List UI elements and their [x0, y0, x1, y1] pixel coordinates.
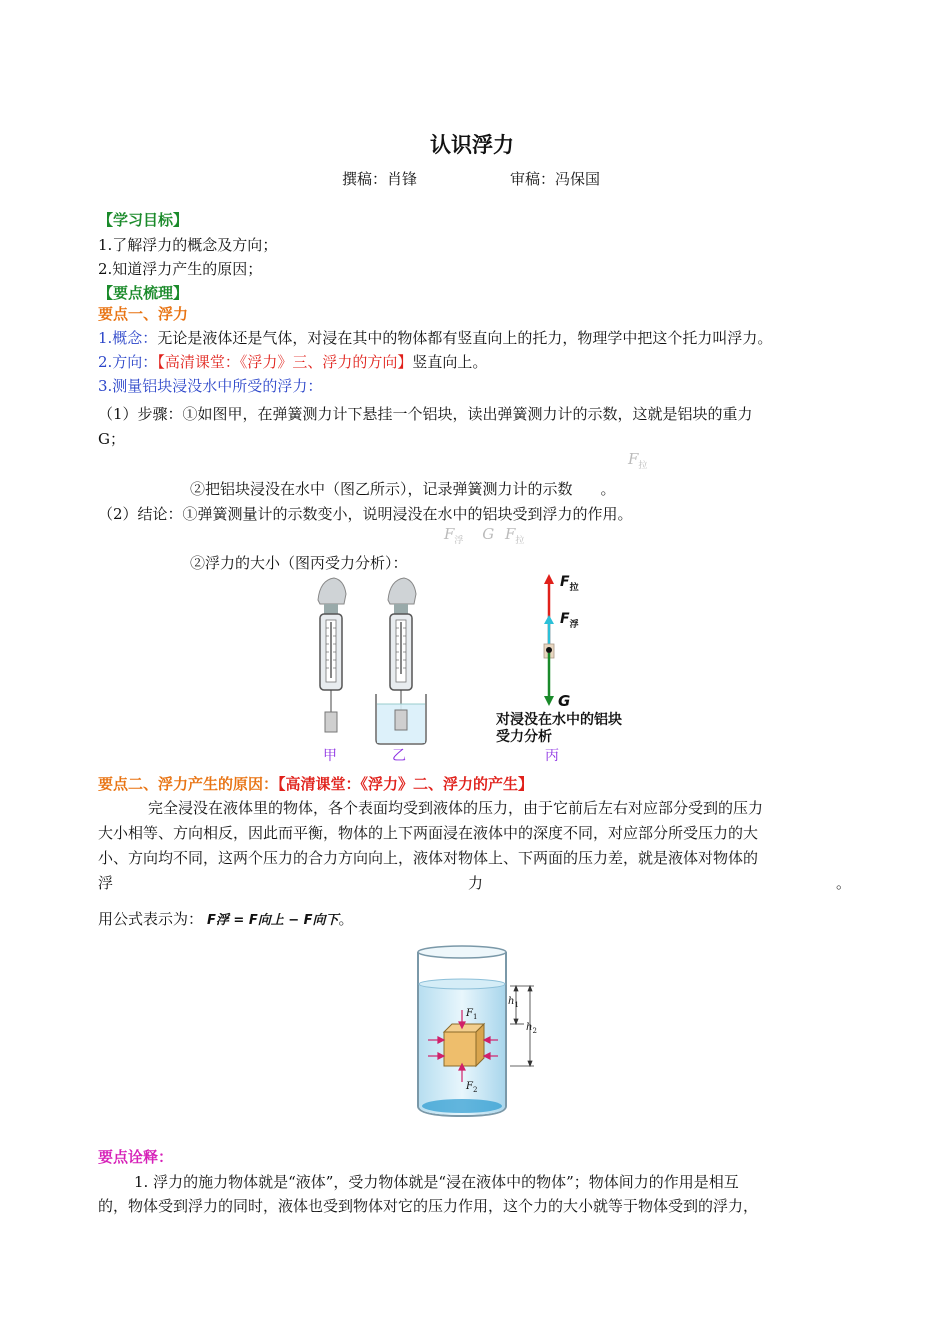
- force-caption-2: 受力分析: [496, 729, 552, 745]
- point2-link[interactable]: 【高清课堂：《浮力》二、浮力的产生】: [278, 775, 534, 793]
- cube: [444, 1024, 484, 1066]
- point1-heading: 要点一、浮力: [98, 305, 189, 323]
- force-caption-1: 对浸没在水中的铝块: [496, 712, 622, 728]
- measure-label: 3.测量铝块浸没水中所受的浮力：: [98, 377, 323, 395]
- step2-line: ②把铝块浸没在水中（图乙所示），记录弹簧测力计的示数 。: [190, 480, 616, 498]
- formula-line: [98, 908, 354, 932]
- notes-line: 的，物体受到浮力的同时，液体也受到物体对它的压力作用，这个力的大小就等于物体受到的浮力，: [98, 1197, 759, 1215]
- buoyancy-formula-1: $F_浮$ G $F_拉$: [444, 525, 525, 546]
- concept-line: [98, 327, 772, 349]
- force-buoyancy-label: $F_浮$: [560, 611, 579, 630]
- goals-heading: 【学习目标】: [98, 211, 189, 229]
- label-f1: $F_1$: [466, 1008, 478, 1021]
- notes-heading: 要点诠释：: [98, 1148, 174, 1166]
- point2-para-end: 。: [836, 874, 852, 892]
- f-la-symbol: $F_拉$: [628, 450, 648, 471]
- point2-heading: 要点二、浮力产生的原因：: [98, 775, 279, 793]
- summary-heading: 【要点梳理】: [98, 284, 189, 302]
- direction-link[interactable]: 【高清课堂：《浮力》三、浮力的方向】: [157, 353, 413, 371]
- point2-para: 大小相等、方向相反，因此而平衡，物体的上下两面浸在液体中的深度不同，对应部分所受压力的大: [98, 824, 759, 842]
- author-writer: 撰稿：肖锋: [342, 170, 418, 188]
- direction-line: [98, 351, 487, 373]
- label-f2: $F_2$: [466, 1081, 478, 1094]
- step1-line: （1）步骤：①如图甲，在弹簧测力计下悬挂一个铝块，读出弹簧测力计的示数，这就是铝块的重力: [98, 405, 753, 423]
- goal-item: 2.知道浮力产生的原因；: [98, 260, 263, 278]
- label-h2: $h_2$: [526, 1022, 537, 1035]
- spring-scale-yi: [376, 578, 426, 744]
- conclusion2-line: ②浮力的大小（图丙受力分析）：: [190, 554, 408, 572]
- goal-item: 1.了解浮力的概念及方向；: [98, 236, 278, 254]
- author-reviewer: 审稿：冯保国: [510, 170, 601, 188]
- label-h1: $h_1$: [508, 996, 519, 1009]
- label-bing: 丙: [545, 748, 559, 764]
- point2-para-end: 浮: [98, 874, 114, 892]
- spring-scale-figure: [300, 570, 660, 770]
- buoyancy-formula-2: F浮 = F向上 − F向下: [207, 913, 339, 928]
- point2-para: 小、方向均不同，这两个压力的合力方向向上，液体对物体上、下两面的压力差，就是液体对物体的: [98, 849, 759, 867]
- force-gravity-label: G: [558, 692, 571, 710]
- label-yi: 乙: [392, 748, 406, 764]
- force-up-label: $F_拉$: [560, 574, 579, 593]
- conclusion1-line: （2）结论：①弹簧测量计的示数变小，说明浸没在水中的铝块受到浮力的作用。: [98, 505, 633, 523]
- step1-line-end: G；: [98, 430, 125, 448]
- concept-label: 1.概念：: [98, 329, 158, 347]
- point2-heading-line: [98, 773, 533, 795]
- point2-para-end: 力: [468, 874, 484, 892]
- label-jia: 甲: [323, 748, 337, 764]
- point2-para: 完全浸没在液体里的物体，各个表面均受到液体的压力，由于它前后左右对应部分受到的压力: [148, 799, 764, 817]
- concept-text: 无论是液体还是气体，对浸在其中的物体都有竖直向上的托力，物理学中把这个托力叫浮力。: [157, 329, 773, 347]
- spring-scale-jia: [318, 578, 346, 732]
- direction-label: 2.方向：: [98, 353, 158, 371]
- formula-suffix: 。: [338, 910, 354, 928]
- direction-text: 竖直向上。: [412, 353, 488, 371]
- force-diagram: [544, 574, 554, 706]
- page-title: 认识浮力: [430, 132, 514, 157]
- notes-line: 1. 浮力的施力物体就是“液体”，受力物体就是“浸在液体中的物体”；物体间力的作用是相互: [134, 1173, 739, 1191]
- formula-prefix: 用公式表示为：: [98, 910, 204, 928]
